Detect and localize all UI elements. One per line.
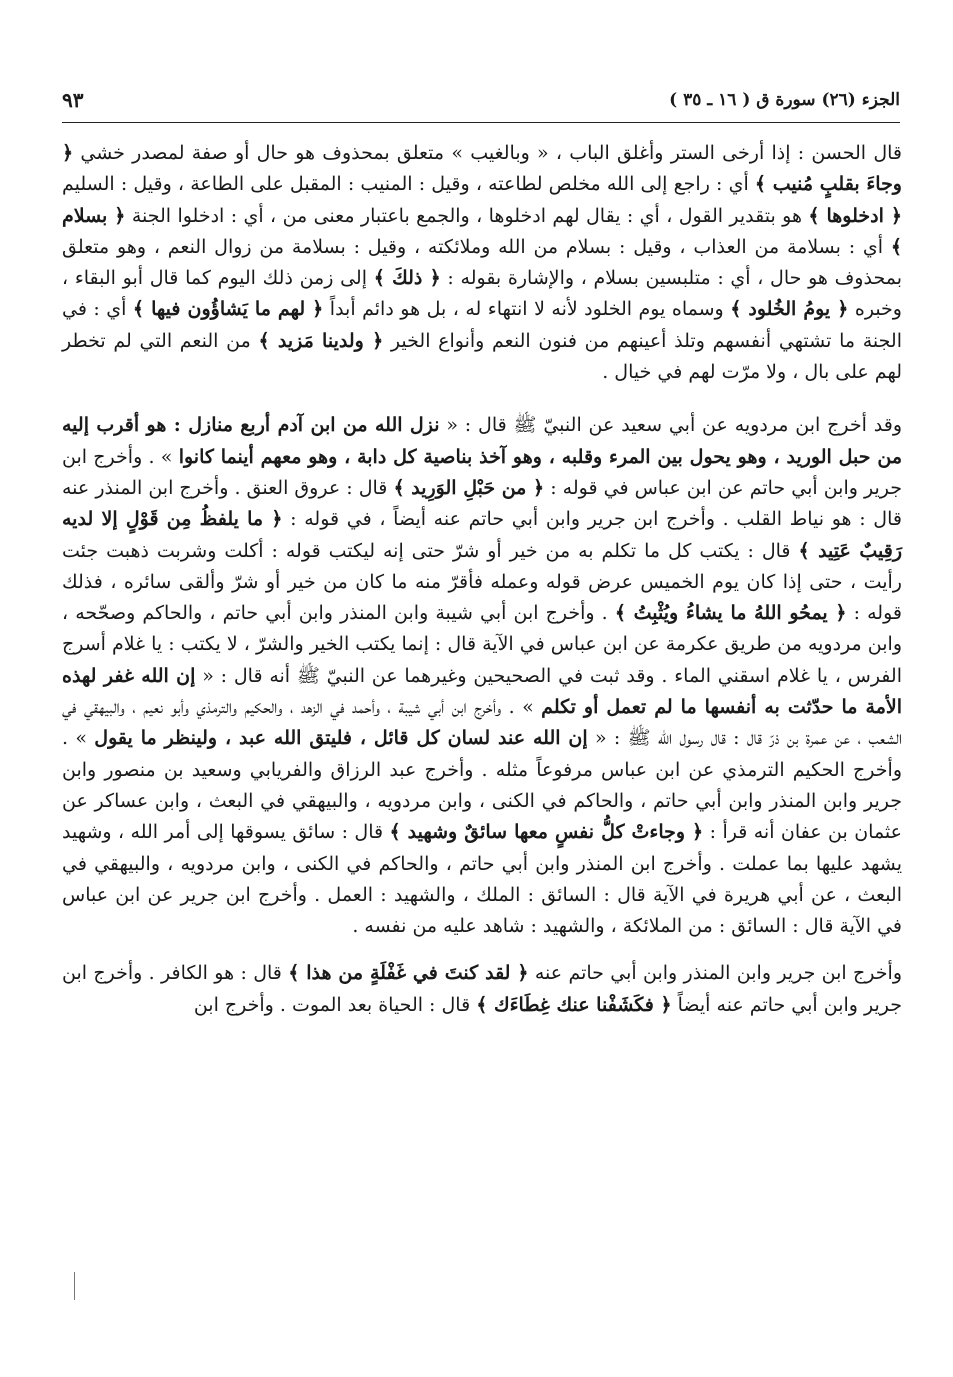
quoted-text: ﴿ من حَبْلِ الوَرِيد ﴾ — [393, 476, 545, 499]
body-text: وسماه يوم الخلود لأنه لا انتهاء له ، بل هو دائم أبداً — [323, 298, 731, 321]
body-text: . وأخرج ابن أبي شيبة وابن المنذر وابن أبي حاتم ، والحاكم وصحّحه ، وابن مردويه من طريق عكرمة عن ابن عباس في الآية قال : إنما يكتب الخير والشرّ ، لا يكتب : يا غلام أسرج الفرس ، يا غلام اسقني الماء . وقد ثبت في الصحيحين وغيرهما عن النبيّ ﷺ أنه قال : « — [62, 602, 902, 687]
body-text: قال : هو الكافر . وأخرج ابن جرير وابن أبي حاتم عنه أيضاً — [62, 962, 902, 1016]
body-text: أي : بسلامة من العذاب ، وقيل : بسلام من الله وملائكته ، وقيل : بسلامة من زوال النعم ، وهو متعلق بمحذوف هو حال ، أي : متلبسين بسلام ، والإشارة بقوله : — [62, 235, 902, 290]
margin-mark — [74, 1272, 75, 1300]
quoted-text: ﴿ ادخلوها ﴾ — [808, 204, 902, 227]
quoted-text: ﴿ لقد كنتَ في غَفْلَةٍ من هذا ﴾ — [288, 962, 529, 985]
body-text: قال الحسن : إذا أرخى الستر وأغلق الباب ، « وبالغيب » متعلق بمحذوف هو حال أو صفة لمصدر خشي — [73, 142, 902, 164]
body-text: قال : سائق يسوقها إلى أمر الله ، وشهيد يشهد عليها بما عملت . وأخرج ابن المنذر وابن أبي حاتم ، والحاكم في الكنى ، وابن مردويه ، والبيهقي في البعث ، عن أبي هريرة في الآية قال : السائق : الملك ، والشهيد : العمل . وأخرج ابن جرير عن ابن عباس في الآية قال : السائق : من الملائكة ، والشهيد : شاهد عليه من نفسه . — [62, 821, 902, 938]
quoted-text: ﴿ ذلكَ ﴾ — [373, 267, 441, 290]
quoted-text: ﴿ يومُ الخُلود ﴾ — [730, 298, 849, 321]
quoted-text: ﴿ لهم ما يَشاؤُون فيها ﴾ — [132, 298, 324, 321]
body-text: قال : عروق العنق . وأخرج ابن المنذر عنه قال : هو نياط القلب . وأخرج ابن جرير وابن أبي حاتم عنه أيضاً ، في قوله : — [62, 476, 902, 531]
page-header — [62, 84, 900, 116]
body-text: هو بتقدير القول ، أي : يقال لهم ادخلوها ، والجمع باعتبار معنى من ، أي : ادخلوا الجنة — [125, 204, 809, 227]
body-text: قال : يكتب كل ما تكلم به من خير أو شرّ حتى إنه ليكتب قوله : أكلت وشربت ذهبت جئت رأيت ، حتى إذا كان يوم الخميس عرض قوله وعمله فأقرّ منه ما كان من خير أو شرّ وألقى سائره ، فذلك قوله : — [62, 539, 902, 625]
body-text: وأخرج ابن جرير وابن المنذر وابن أبي حاتم عنه — [528, 962, 902, 985]
body-text: من النعم التي لم تخطر لهم على بال ، ولا مرّت لهم في خيال . — [62, 329, 902, 384]
quoted-text: إن الله غفر لهذه الأمة ما حدّثت به أنفسها ما لم تعمل أو تكلم — [62, 664, 902, 719]
body-text: أي : في الجنة ما تشتهي أنفسهم وتلذ أعينهم من فنون النعم وأنواع الخير — [62, 298, 902, 352]
quoted-text: ﴿ يمحُو اللهُ ما يشاءُ ويُثْبِتُ ﴾ — [614, 602, 847, 625]
quoted-text: ﴿ وجاءَ بقلبٍ مُنيب ﴾ — [62, 142, 902, 196]
quoted-text: نزل الله من ابن آدم أربع منازل : هو أقرب إليه من حبل الوريد ، وهو يحول بين المرء وقلبه ، وهو آخذ بناصية كل دابة ، وهو معهم أينما كانوا — [62, 414, 903, 468]
header-rule — [62, 122, 900, 123]
paragraph — [62, 958, 902, 1021]
quoted-text: ﴿ بسلام ﴾ — [62, 204, 902, 258]
body-text: إلى زمن ذلك اليوم كما قال أبو البقاء ، وخبره — [62, 267, 902, 321]
body-text: أي : راجع إلى الله مخلص لطاعته ، وقيل : المنيب : المقبل على الطاعة ، وقيل : السليم — [62, 173, 755, 196]
quoted-text: ﴿ ولدينا مَزيد ﴾ — [258, 329, 384, 352]
page-body — [62, 138, 902, 1021]
page-number: ٩٣ — [62, 88, 84, 112]
body-text: » . وأخرج الحكيم الترمذي عن ابن عباس مرفوعاً مثله . وأخرج عبد الرزاق والفريابي وسعيد بن منصور وابن جرير وابن المنذر وابن أبي حاتم ، والحاكم في الكنى ، وابن مردويه ، والبيهقي في البعث ، وابن عساكر عن عثمان بن عفان أنه قرأ : — [62, 727, 903, 844]
quoted-text: ﴿ فكَشَفْنا عنك غِطَاءَك ﴾ — [476, 993, 672, 1016]
body-text: » . وأخرج ابن أبي شيبة ، وأحمد في الزهد ، والحكيم والترمذي وأبو نعيم ، والبيهقي في الشعب ، عن عمرة بن ذرّ قال : قال رسول الله ﷺ : « — [62, 696, 902, 750]
quoted-text: ﴿ وجاءتْ كلُّ نفسٍ معها سائقٌ وشهيد ﴾ — [389, 821, 704, 844]
body-text: » . وأخرج ابن جرير وابن أبي حاتم عن ابن عباس في قوله : — [62, 445, 902, 499]
quoted-text: ﴿ ما يلفظُ مِن قَوْلٍ إلا لديه رَقِيبٌ عَتِيد ﴾ — [62, 508, 903, 562]
running-title: الجزء (٢٦) سورة ق ( ١٦ ـ ٣٥ ) — [669, 90, 900, 110]
quoted-text: إن الله عند لسان كل قائل ، فليتق الله عبد ، ولينظر ما يقول — [94, 727, 588, 750]
paragraph — [62, 410, 902, 942]
body-text: وقد أخرج ابن مردويه عن أبي سعيد عن النبيّ ﷺ قال : « — [439, 414, 903, 437]
body-text: قال : الحياة بعد الموت . وأخرج ابن — [193, 993, 477, 1016]
paragraph — [62, 138, 902, 388]
